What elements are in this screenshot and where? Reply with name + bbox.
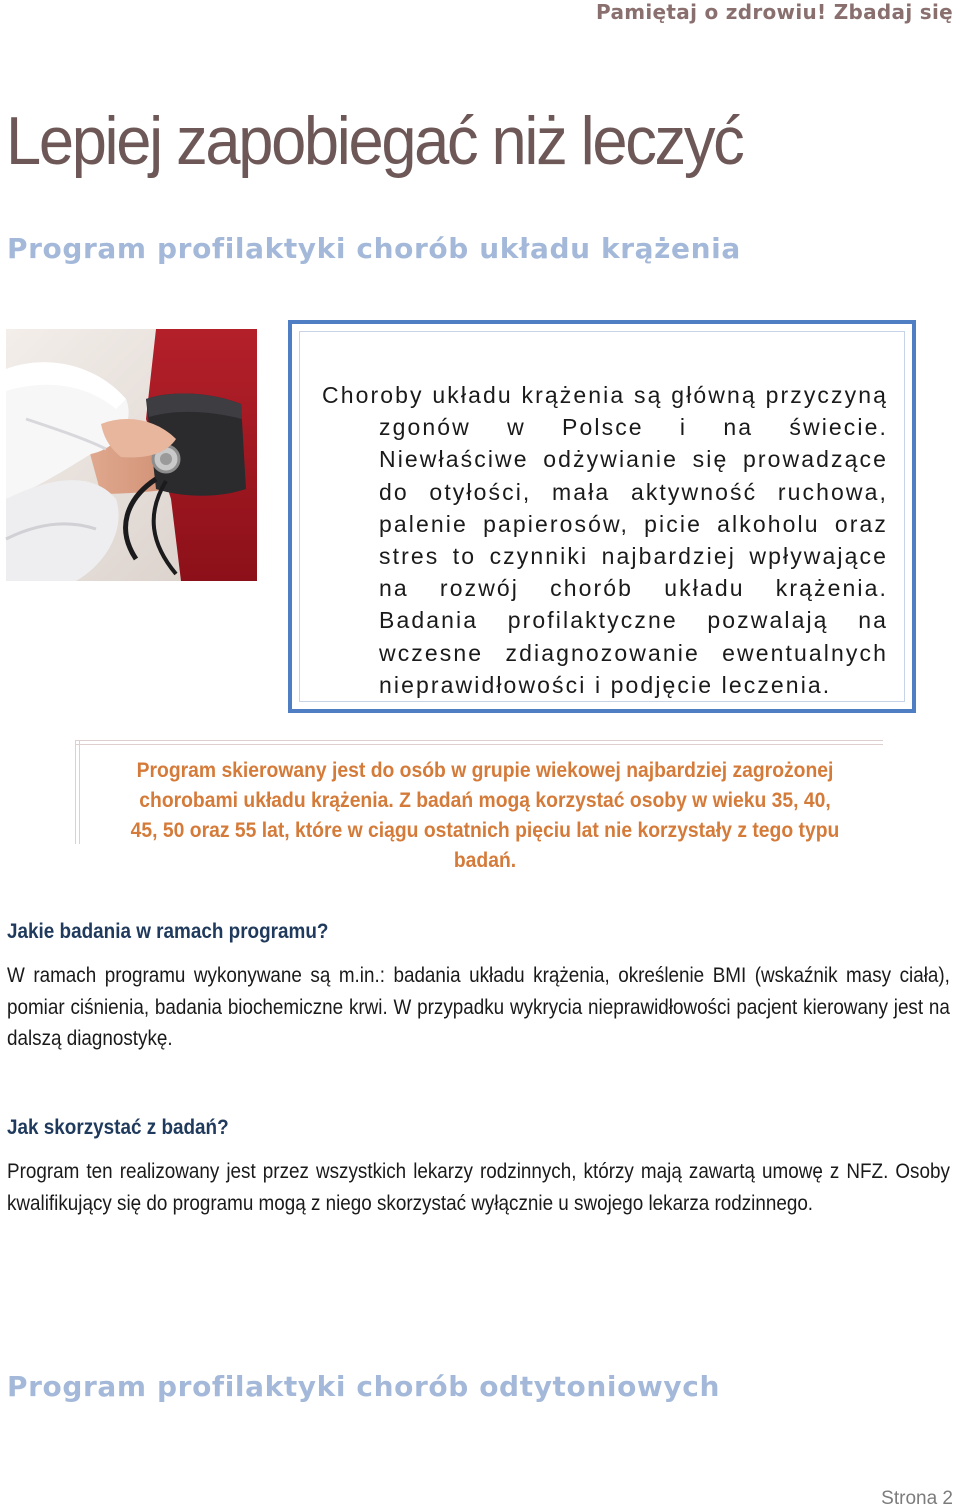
info-box-text: Choroby układu krążenia są główną przyczyną zgonów w Polsce i na świecie. Niewłaściwe odżywianie się prowadzące do otyłości, mała aktywność ruchowa, palenie papierosów, picie alkoholu oraz stres to czynniki najbardziej wpływające na rozwój chorób układu krążenia. Badania profilaktyczne pozwalają na wczesne zdiagnozowanie ewentualnych nieprawidłowości i podjęcie leczenia. bbox=[322, 382, 888, 698]
page-number: Strona 2 bbox=[881, 1488, 953, 1509]
callout-top-border bbox=[75, 740, 883, 745]
target-group-callout bbox=[75, 740, 885, 872]
page-title: Lepiej zapobiegać niż leczyć bbox=[6, 103, 743, 179]
section-heading-tobacco: Program profilaktyki chorób odtytoniowych bbox=[7, 1370, 720, 1403]
question-heading-how-to: Jak skorzystać z badań? bbox=[7, 1116, 229, 1139]
question-body-how-to: Program ten realizowany jest przez wszystkich lekarzy rodzinnych, którzy mają zawartą umowę z NFZ. Osoby kwalifikujący się do programu mogą z niego skorzystać wyłącznie u swojego lekarza rodzinnego. bbox=[7, 1160, 950, 1215]
callout-text: Program skierowany jest do osób w grupie wiekowej najbardziej zagrożonej chorobami układu krążenia. Z badań mogą korzystać osoby w wieku 35, 40, 45, 50 oraz 55 lat, które w ciągu ostatnich pięciu lat nie korzystały z tego typu badań. bbox=[130, 759, 840, 872]
section-heading-circulatory: Program profilaktyki chorób układu krążenia bbox=[7, 232, 741, 265]
question-heading-tests: Jakie badania w ramach programu? bbox=[7, 920, 329, 943]
blood-pressure-photo bbox=[6, 329, 257, 581]
question-body-tests: W ramach programu wykonywane są m.in.: badania układu krążenia, określenie BMI (wskaźnik masy ciała), pomiar ciśnienia, badania biochemiczne krwi. W przypadku wykrycia nieprawidłowości pacjent kierowany jest na dalszą diagnostykę. bbox=[7, 964, 950, 1050]
callout-left-border bbox=[75, 740, 80, 844]
info-box bbox=[288, 320, 916, 713]
header-tagline: Pamiętaj o zdrowiu! Zbadaj się bbox=[596, 0, 953, 24]
